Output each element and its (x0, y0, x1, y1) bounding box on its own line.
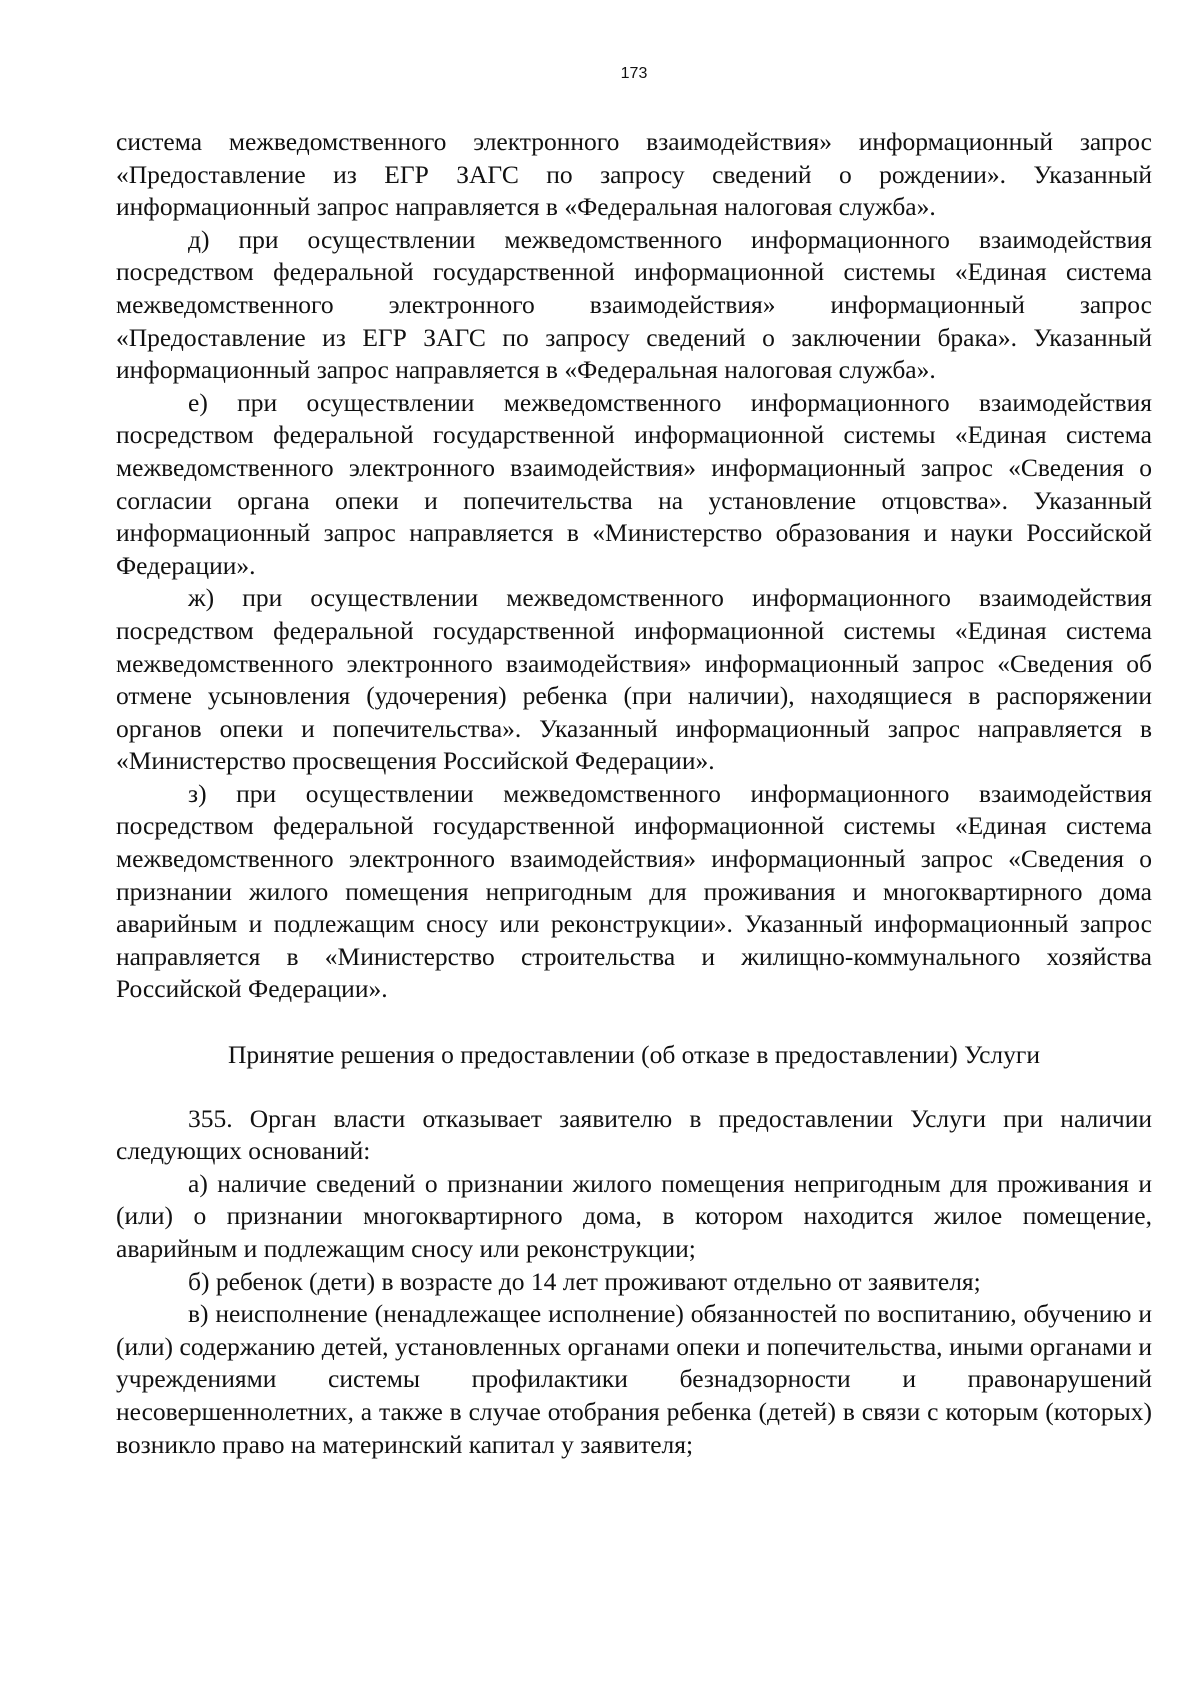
section-heading: Принятие решения о предоставлении (об отказе в предоставлении) Услуги (227, 1040, 1041, 1070)
paragraph-continuation: система межведомственного электронного взаимодействия» информационный запрос «Предоставление из ЕГР ЗАГС по запросу сведений о рождении». Указанный информационный запрос направляется в «Федеральная налоговая служба». (116, 127, 1152, 222)
paragraph-item-v: в) неисполнение (ненадлежащее исполнение) обязанностей по воспитанию, обучению и (или) содержанию детей, установленных органами опеки и попечительства, иными органами и учреждениями системы профилактики безнадзорности и правонарушений несовершеннолетних, а также в случае отобрания ребенка (детей) в связи с которым (которых) возникло право на материнский капитал у заявителя; (116, 1299, 1152, 1459)
paragraph-item-d: д) при осуществлении межведомственного информационного взаимодействия посредством федеральной государственной информационной системы «Единая система межведомственного электронного взаимодействия» информационный запрос «Предоставление из ЕГР ЗАГС по запросу сведений о заключении брака». Указанный информационный запрос направляется в «Федеральная налоговая служба». (116, 224, 1152, 385)
paragraph-item-a: а) наличие сведений о признании жилого помещения непригодным для проживания и (или) о признании многоквартирного дома, в котором находится жилое помещение, аварийным и подлежащим сносу или реконструкции; (116, 1168, 1152, 1263)
paragraph-item-e: е) при осуществлении межведомственного информационного взаимодействия посредством федеральной государственной информационной системы «Единая система межведомственного электронного взаимодействия» информационный запрос «Сведения о согласии органа опеки и попечительства на установление отцовства». Указанный информационный запрос направляется в «Министерство образования и науки Российской Федерации». (116, 387, 1152, 580)
document-page (116, 64, 1152, 1461)
paragraph-item-z: з) при осуществлении межведомственного информационного взаимодействия посредством федеральной государственной информационной системы «Единая система межведомственного электронного взаимодействия» информационный запрос «Сведения о признании жилого помещения непригодным для проживания и многоквартирного дома аварийным и подлежащим сносу или реконструкции». Указанный информационный запрос направляется в «Министерство строительства и жилищно-коммунального хозяйства Российской Федерации». (116, 778, 1152, 1004)
paragraph-item-zh: ж) при осуществлении межведомственного информационного взаимодействия посредством федеральной государственной информационной системы «Единая система межведомственного электронного взаимодействия» информационный запрос «Сведения об отмене усыновления (удочерения) ребенка (при наличии), находящиеся в распоряжении органов опеки и попечительства». Указанный информационный запрос направляется в «Министерство просвещения Российской Федерации». (116, 583, 1152, 776)
paragraph-355: 355. Орган власти отказывает заявителю в предоставлении Услуги при наличии следующих оснований: (116, 1103, 1152, 1166)
page-number: 173 (620, 65, 648, 82)
paragraph-item-b: б) ребенок (дети) в возрасте до 14 лет проживают отдельно от заявителя; (188, 1266, 981, 1296)
